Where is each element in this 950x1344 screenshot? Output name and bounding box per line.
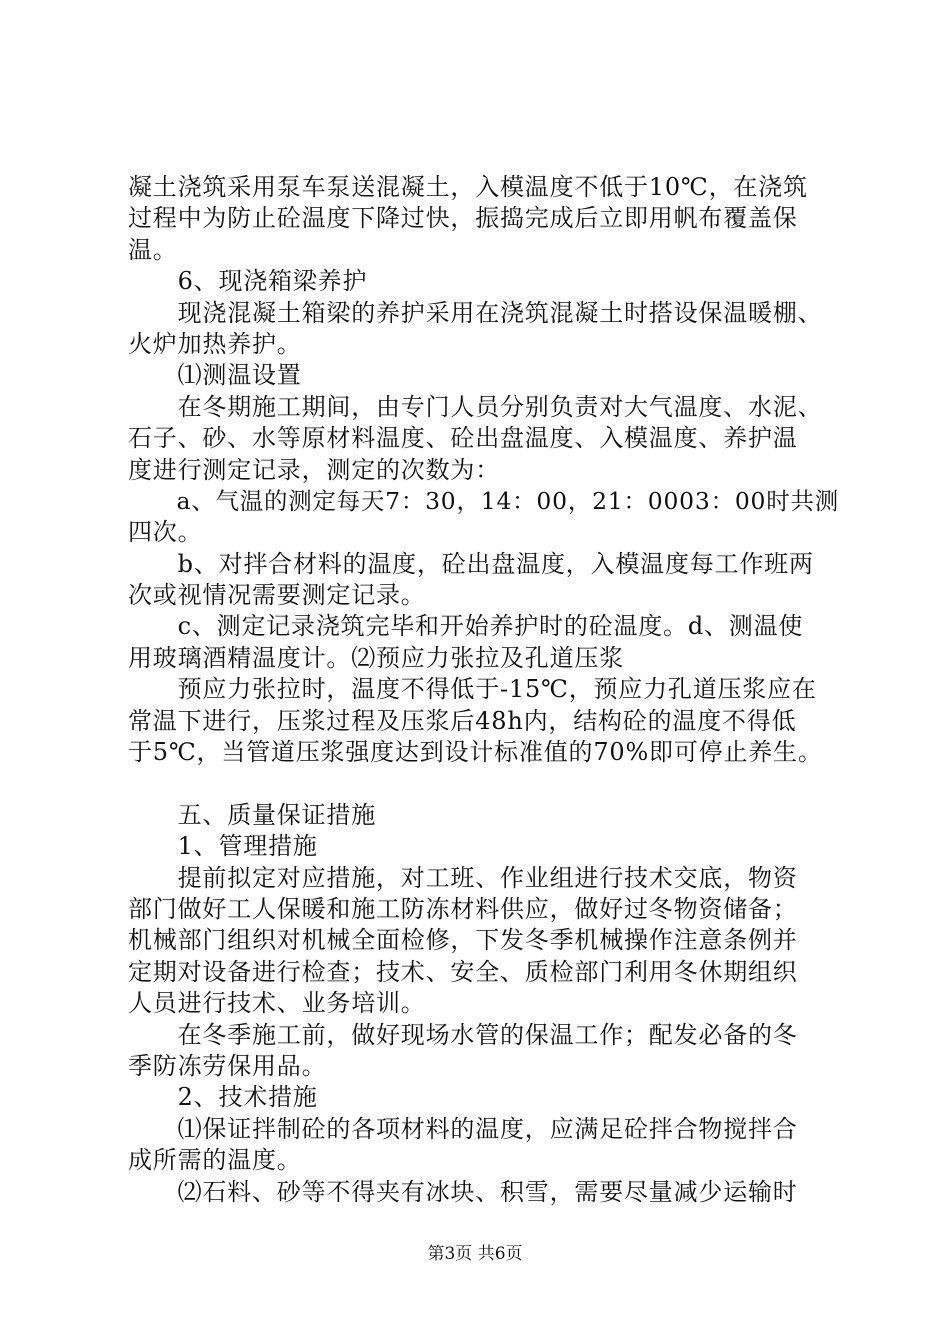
text-line: ⑴保证拌制砼的各项材料的温度，应满足砼拌合物搅拌合 xyxy=(128,1114,798,1143)
text-line: 现浇混凝土箱梁的养护采用在浇筑混凝土时搭设保温暖棚、 xyxy=(128,298,823,327)
text-line: 于5℃，当管道压浆强度达到设计标准值的70%即可停止养生。 xyxy=(128,738,823,767)
text-line: 次或视情况需要测定记录。 xyxy=(128,581,426,610)
text-line: 石子、砂、水等原材料温度、砼出盘温度、入模温度、养护温 xyxy=(128,424,798,453)
blank-line xyxy=(128,768,838,799)
text-line: 部门做好工人保暖和施工防冻材料供应，做好过冬物资储备； xyxy=(128,894,798,923)
text-line: 1、管理措施 xyxy=(128,832,318,861)
text-line: 6、现浇箱梁养护 xyxy=(128,267,368,296)
text-line: a、气温的测定每天7：30，14：00，21：0003：00时共测 xyxy=(128,486,839,515)
text-line: 温。 xyxy=(128,235,178,264)
text-line: 人员进行技术、业务培训。 xyxy=(128,989,426,1018)
text-line: 度进行测定记录，测定的次数为： xyxy=(128,455,500,484)
text-line: 预应力张拉时，温度不得低于-15℃，预应力孔道压浆应在 xyxy=(128,675,817,704)
text-line: 火炉加热养护。 xyxy=(128,329,302,358)
text-line: 季防冻劳保用品。 xyxy=(128,1051,327,1080)
text-line: 机械部门组织对机械全面检修，下发冬季机械操作注意条例并 xyxy=(128,926,798,955)
text-line: 提前拟定对应措施，对工班、作业组进行技术交底，物资 xyxy=(128,863,798,892)
text-line: 常温下进行，压浆过程及压浆后48h内，结构砼的温度不得低 xyxy=(128,706,797,735)
text-line: 凝土浇筑采用泵车泵送混凝土，入模温度不低于10℃，在浇筑 xyxy=(128,173,808,201)
text-line: 成所需的温度。 xyxy=(128,1146,302,1175)
text-line: 过程中为防止砼温度下降过快，振捣完成后立即用帆布覆盖保 xyxy=(128,204,798,233)
text-line: 定期对设备进行检查；技术、安全、质检部门利用冬休期组织 xyxy=(128,957,798,986)
text-line: b、对拌合材料的温度，砼出盘温度，入模温度每工作班两 xyxy=(128,549,814,578)
text-line: 四次。 xyxy=(128,518,203,547)
text-line: 用玻璃酒精温度计。⑵预应力张拉及孔道压浆 xyxy=(128,643,624,672)
document-body xyxy=(128,172,838,1208)
text-line: 五、质量保证措施 xyxy=(128,800,376,829)
text-line: 在冬季施工前，做好现场水管的保温工作；配发必备的冬 xyxy=(128,1020,798,1049)
page-footer: 第3页 共6页 xyxy=(427,1244,523,1264)
text-line: 2、技术措施 xyxy=(128,1083,318,1112)
text-line: c、测定记录浇筑完毕和开始养护时的砼温度。d、测温使 xyxy=(128,612,804,641)
text-line: ⑴测温设置 xyxy=(128,361,302,390)
text-line: ⑵石料、砂等不得夹有冰块、积雪，需要尽量减少运输时 xyxy=(128,1177,798,1206)
text-line: 在冬期施工期间，由专门人员分别负责对大气温度、水泥、 xyxy=(128,392,823,421)
